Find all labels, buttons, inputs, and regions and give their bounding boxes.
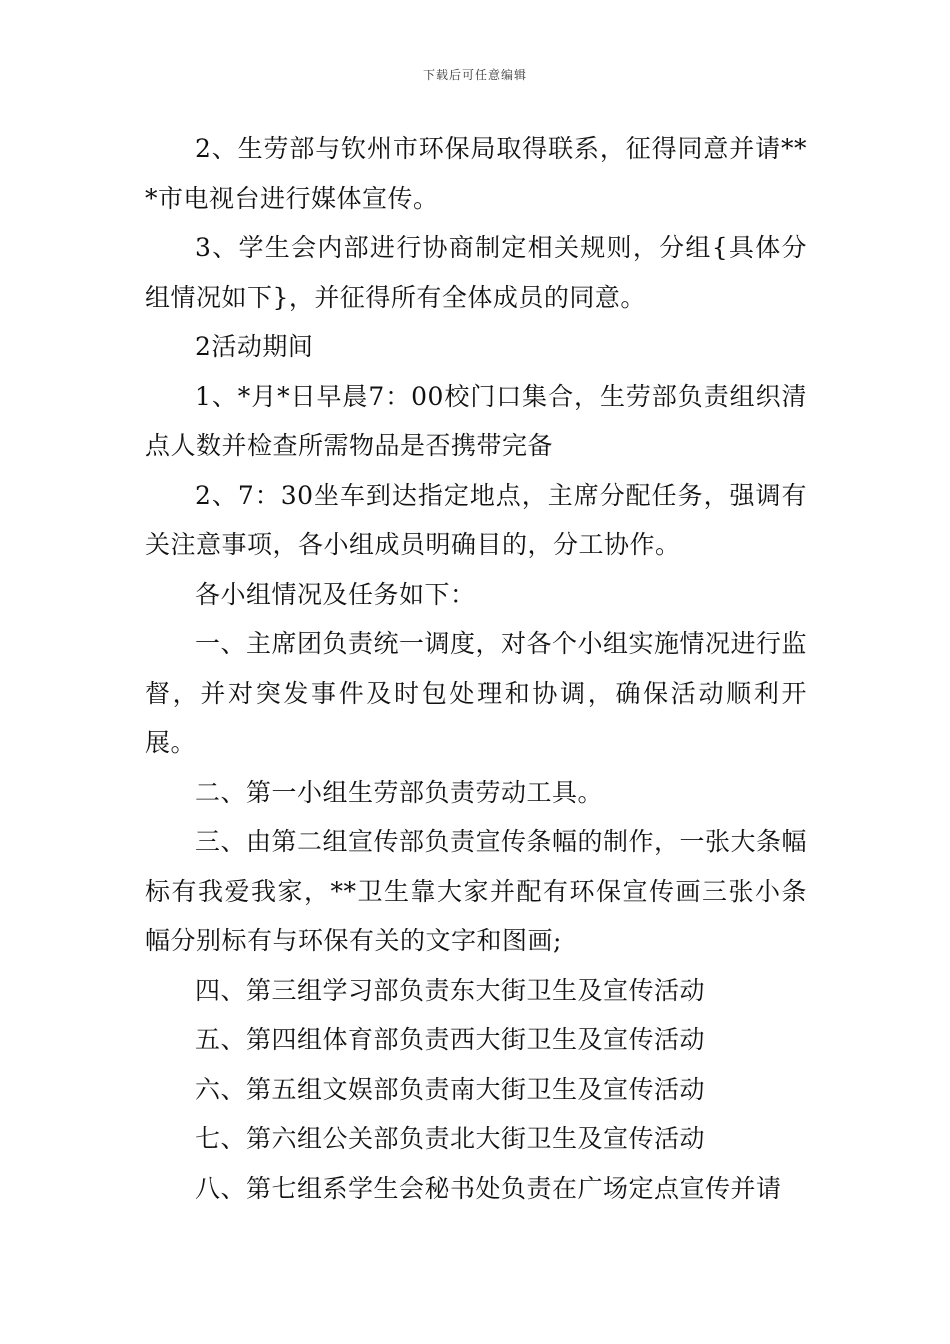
paragraph: 八、第七组系学生会秘书处负责在广场定点宣传并请: [195, 1173, 782, 1203]
paragraph: 二、第一小组生劳部负责劳动工具。: [195, 777, 604, 807]
paragraph: 一、主席团负责统一调度，对各个小组实施情况进行监督，并对突发事件及时包处理和协调，确保活动顺利开展。: [145, 629, 808, 757]
paragraph: 各小组情况及任务如下：: [195, 579, 476, 609]
paragraph: 2、7：30坐车到达指定地点，主席分配任务，强调有关注意事项，各小组成员明确目的，分工协作。: [145, 480, 807, 559]
paragraph: 2、生劳部与钦州市环保局取得联系，征得同意并请***市电视台进行媒体宣传。: [145, 134, 807, 213]
paragraph: 六、第五组文娱部负责南大街卫生及宣传活动: [195, 1074, 706, 1104]
paragraph: 七、第六组公关部负责北大街卫生及宣传活动: [195, 1124, 706, 1153]
paragraph: 3、学生会内部进行协商制定相关规则，分组{具体分组情况如下}，并征得所有全体成员的同意。: [145, 233, 807, 312]
paragraph: 三、由第二组宣传部负责宣传条幅的制作，一张大条幅标有我爱我家，**卫生靠大家并配有环保宣传画三张小条幅分别标有与环保有关的文字和图画;: [145, 827, 808, 955]
paragraph: 1、*月*日早晨7：00校门口集合，生劳部负责组织清点人数并检查所需物品是否携带完备: [145, 381, 807, 460]
paragraph: 四、第三组学习部负责东大街卫生及宣传活动: [195, 975, 706, 1005]
paragraph: 五、第四组体育部负责西大街卫生及宣传活动: [195, 1025, 706, 1054]
header-note: 下载后可任意编辑: [422, 68, 527, 82]
document-body: [145, 124, 807, 1213]
section-heading: 2活动期间: [195, 332, 314, 361]
